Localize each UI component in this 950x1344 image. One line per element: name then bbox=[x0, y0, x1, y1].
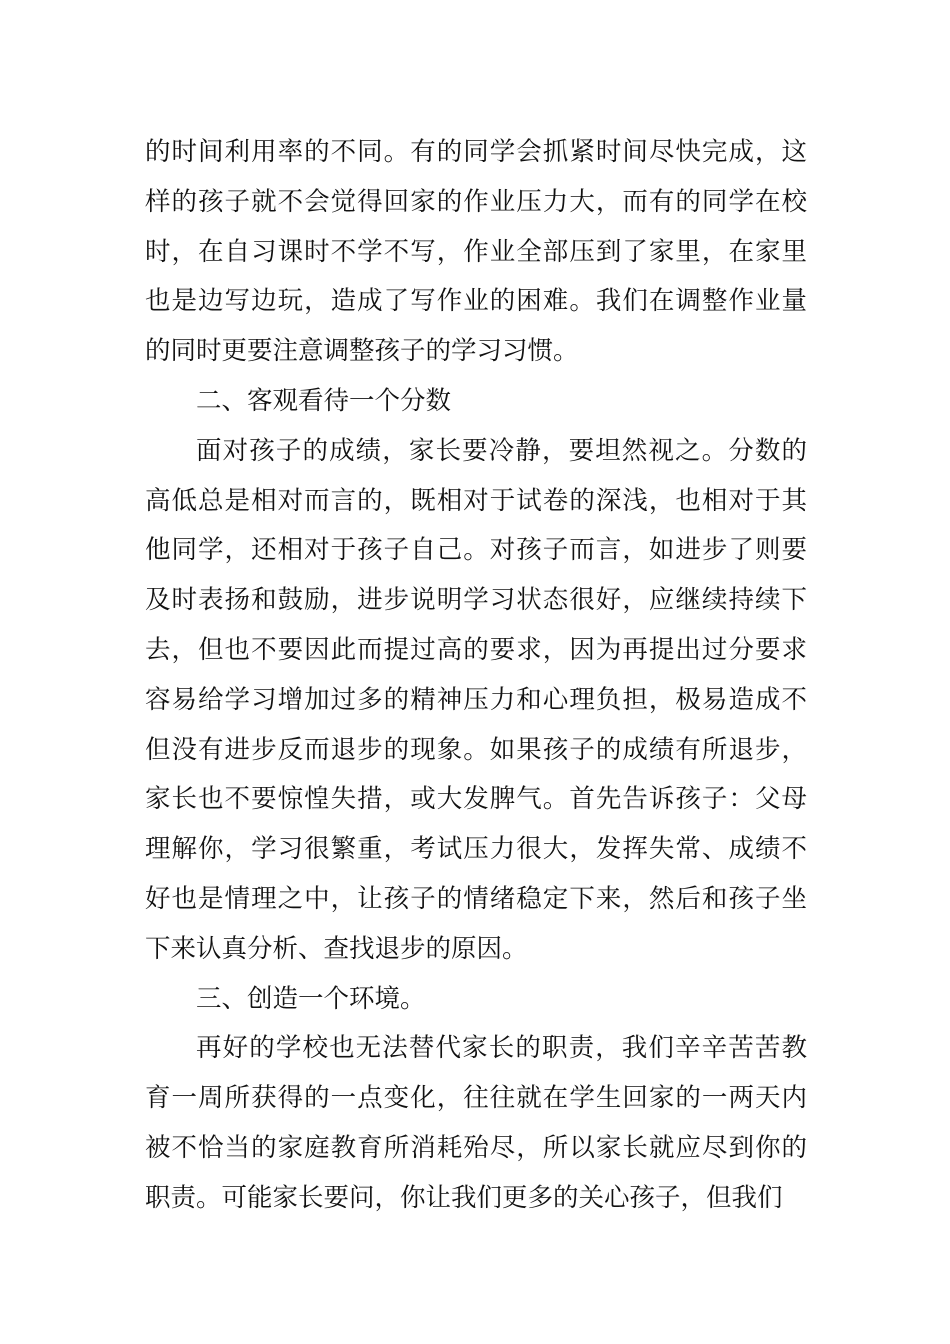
document-body bbox=[145, 128, 807, 1224]
paragraph-continuation: 的时间利用率的不同。有的同学会抓紧时间尽快完成，这样的孩子就不会觉得回家的作业压力大，而有的同学在校时，在自习课时不学不写，作业全部压到了家里，在家里也是边写边玩，造成了写作业的困难。我们在调整作业量的同时更要注意调整孩子的学习习惯。 bbox=[145, 137, 807, 367]
section-heading-2: 二、客观看待一个分数 bbox=[196, 385, 452, 416]
paragraph-environment: 再好的学校也无法替代家长的职责，我们辛辛苦苦教育一周所获得的一点变化，往往就在学生回家的一两天内被不恰当的家庭教育所消耗殆尽，所以家长就应尽到你的职责。可能家长要问，你让我们更多的关心孩子，但我们 bbox=[145, 1033, 807, 1213]
paragraph-scores: 面对孩子的成绩，家长要冷静，要坦然视之。分数的高低总是相对而言的，既相对于试卷的深浅，也相对于其他同学，还相对于孩子自己。对孩子而言，如进步了则要及时表扬和鼓励，进步说明学习状态很好，应继续持续下去，但也不要因此而提过高的要求，因为再提出过分要求容易给学习增加过多的精神压力和心理负担，极易造成不但没有进步反而退步的现象。如果孩子的成绩有所退步，家长也不要惊惶失措，或大发脾气。首先告诉孩子：父母理解你，学习很繁重，考试压力很大，发挥失常、成绩不好也是情理之中，让孩子的情绪稳定下来，然后和孩子坐下来认真分析、查找退步的原因。 bbox=[145, 435, 807, 964]
section-heading-3: 三、创造一个环境。 bbox=[196, 983, 426, 1014]
